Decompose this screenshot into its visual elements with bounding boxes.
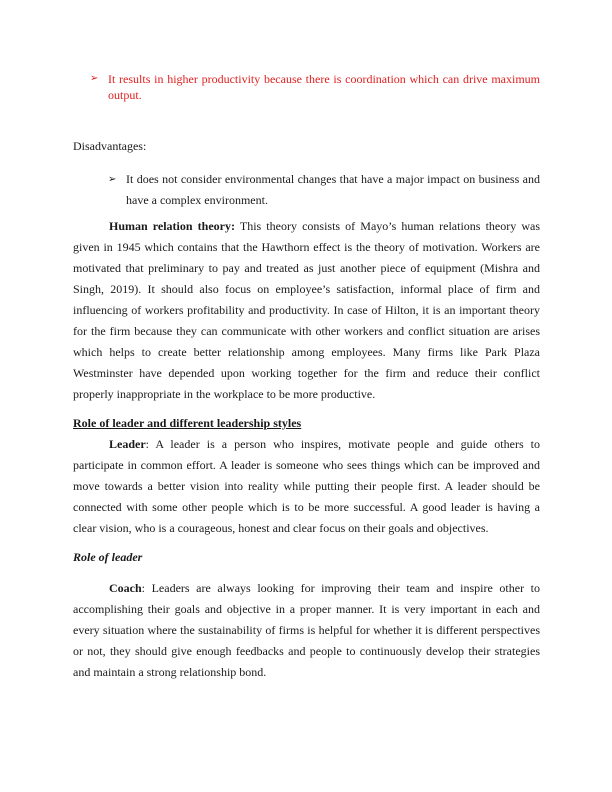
- coach-term: Coach: [109, 581, 142, 595]
- disadvantage-bullet-text: It does not consider environmental changes that have a major impact on business and have a complex environment.: [126, 172, 540, 207]
- subheading-role-of-leader: Role of leader: [73, 550, 143, 564]
- human-relation-paragraph: [73, 216, 540, 405]
- human-relation-body: This theory consists of Mayo’s human relations theory was given in 1945 which contains that the Hawthorn effect is the theory of motivation. Workers are motivated that preliminary to pay and treated as just another piece of equipment (Mishra and Singh, 2019). It should also focus on employee’s satisfaction, informal place of firm and influencing of workers profitability and productivity. In case of Hilton, it is an important theory for the firm because they can communicate with other workers and conflict situation are arises which helps to create better relationship among employees. Many firms like Park Plaza Westminster have depended upon working together for the firm and reduce their conflict properly inappropriate in the workplace to be more productive.: [73, 219, 540, 401]
- leader-term: Leader: [109, 437, 146, 451]
- coach-body: : Leaders are always looking for improving their team and inspire other to accomplishing their goals and objective in a proper manner. It is very important in each and every situation where the sustainability of firms is helpful for whether it is different perspectives or not, they should give enough feedbacks and people to continuously develop their strategies and maintain a strong relationship bond.: [73, 581, 540, 679]
- disadvantages-label: Disadvantages:: [73, 139, 147, 153]
- coach-paragraph: [73, 578, 540, 683]
- arrowhead-bullet-icon: ➢: [108, 174, 117, 185]
- disadvantage-bullet-item: [108, 169, 540, 211]
- leader-paragraph: [73, 434, 540, 539]
- advantage-bullet-text: It results in higher productivity because there is coordination which can drive maximum output.: [108, 72, 540, 102]
- leader-body: : A leader is a person who inspires, motivate people and guide others to participate in common effort. A leader is someone who sees things which can be improved and move towards a better vision into reality while putting their people first. A leader should be connected with some other people which is to be more successful. A good leader is having a clear vision, who is a courageous, honest and clear focus on their goals and objectives.: [73, 437, 540, 535]
- section-heading: Role of leader and different leadership styles: [73, 416, 302, 430]
- human-relation-term: Human relation theory:: [109, 219, 235, 233]
- arrowhead-bullet-icon: ➢: [90, 73, 99, 84]
- advantage-bullet-item: [90, 71, 540, 103]
